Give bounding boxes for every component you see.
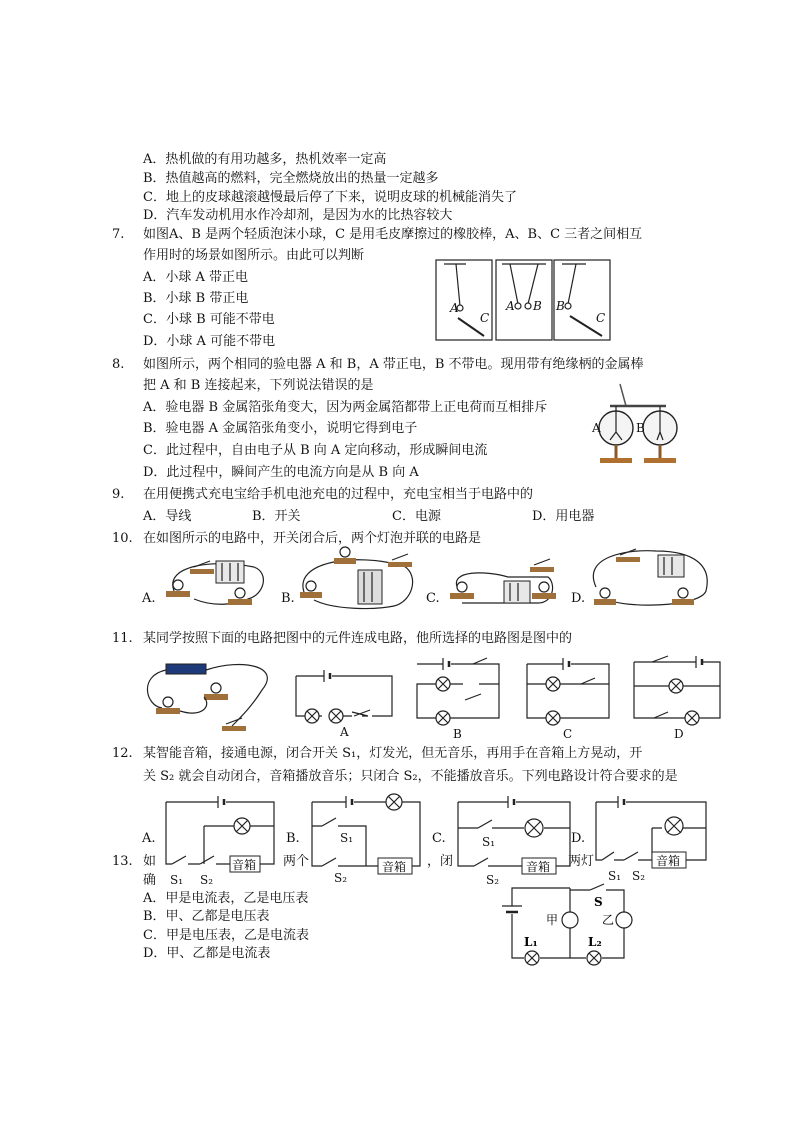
- q6-option-c: C．地上的皮球越滚越慢最后停了下来，说明皮球的机械能消失了: [143, 190, 517, 205]
- q12-b-s2: S₂: [334, 871, 348, 885]
- q12-stem-line1: 某智能音箱，接通电源，闭合开关 S₁，灯发光，但无音乐，再用手在音箱上方晃动，开: [143, 746, 643, 761]
- q10-option-a-label: A.: [142, 591, 156, 606]
- q10-circuit-a: [154, 555, 268, 611]
- q8-option-c: C．此过程中，自由电子从 B 向 A 定向移动，形成瞬间电流: [143, 443, 488, 458]
- q7-label-a1: A: [450, 301, 459, 315]
- q7-stem-line1: 如图A、B 是两个轻质泡沫小球，C 是用毛皮摩擦过的橡胶棒，A、B、C 三者之间相互: [143, 227, 643, 242]
- q13-label-jia: 甲: [546, 913, 559, 927]
- q13-label-l1: L₁: [524, 935, 538, 949]
- q9-number: 9.: [112, 487, 125, 502]
- q12-speaker-a: 音箱: [232, 858, 257, 872]
- q11-label-b: B: [453, 727, 462, 741]
- q13-stem-frag3: ，闭: [427, 854, 454, 869]
- q10-stem: 在如图所示的电路中，开关闭合后，两个灯泡并联的电路是: [143, 531, 482, 546]
- q6-option-d: D．汽车发动机用水作冷却剂，是因为水的比热容较大: [143, 208, 453, 223]
- q7-label-b2: B: [533, 299, 542, 313]
- q8-option-b: B．验电器 A 金属箔张角变小，说明它得到电子: [143, 421, 418, 436]
- q13-option-b: B．甲、乙都是电压表: [143, 909, 270, 924]
- q7-label-a2: A: [506, 299, 515, 313]
- q8-label-b: B: [636, 421, 645, 435]
- q7-option-b: B．小球 B 带正电: [143, 291, 249, 306]
- q8-option-a: A．验电器 B 金属箔张角变大，因为两金属箔都带上正电荷而互相排斥: [143, 400, 548, 415]
- q12-d-s2: S₂: [632, 869, 646, 883]
- q12-a-s2: S₂: [200, 873, 214, 887]
- q9-option-c: C．电源: [392, 509, 441, 524]
- q10-circuit-c: [438, 553, 562, 611]
- q12-circuit-d: [590, 796, 714, 888]
- q12-number: 12.: [112, 746, 133, 761]
- q11-schematic-b: [413, 660, 503, 740]
- q12-option-a-label: A.: [142, 831, 156, 846]
- q7-panel-1: [436, 260, 492, 340]
- q13-option-c: C．甲是电压表，乙是电流表: [143, 928, 309, 943]
- q7-stem-line2: 作用时的场景如图所示。由此可以判断: [143, 248, 365, 263]
- q13-stem-frag2: 两个: [283, 854, 310, 869]
- q13-stem-frag4: 两灯: [568, 854, 595, 869]
- q7-label-b3: B: [556, 299, 565, 313]
- q7-panel-3: [554, 260, 610, 340]
- q11-stem: 某同学按照下面的电路把图中的元件连成电路，他所选择的电路图是图中的: [143, 631, 573, 646]
- q7-figure-pendulums: [436, 260, 612, 342]
- q10-option-d-label: D.: [571, 591, 586, 606]
- q12-option-d-label: D.: [571, 831, 586, 846]
- q11-schematic-a: [292, 668, 396, 738]
- q6-option-a: A．热机做的有用功越多，热机效率一定高: [143, 152, 387, 167]
- q10-option-b-label: B.: [281, 591, 295, 606]
- q12-option-c-label: C.: [432, 831, 446, 846]
- q6-option-b: B．热值越高的燃料，完全燃烧放出的热量一定越多: [143, 171, 439, 186]
- q12-option-b-label: B.: [286, 831, 300, 846]
- q8-label-a: A: [592, 421, 601, 435]
- q12-circuit-b: [306, 796, 426, 888]
- q10-circuit-b: [294, 552, 418, 612]
- q13-number: 13.: [112, 854, 133, 869]
- q11-label-c: C: [563, 727, 573, 741]
- q12-speaker-b: 音箱: [382, 860, 407, 874]
- q7-option-a: A．小球 A 带正电: [143, 270, 249, 285]
- q12-c-s2: S₂: [486, 873, 500, 887]
- q9-option-b: B．开关: [252, 509, 301, 524]
- q12-speaker-c: 音箱: [526, 860, 551, 874]
- q8-stem-line2: 把 A 和 B 连接起来，下列说法错误的是: [143, 378, 374, 393]
- q9-stem: 在用便携式充电宝给手机电池充电的过程中，充电宝相当于电路中的: [143, 487, 534, 502]
- q13-label-s: S: [594, 895, 603, 909]
- q10-circuit-d: [586, 547, 710, 611]
- q8-option-d: D．此过程中，瞬间产生的电流方向是从 B 向 A: [143, 465, 419, 480]
- q12-b-s1: S₁: [340, 831, 354, 845]
- q12-a-s1: S₁: [170, 873, 184, 887]
- q12-d-s1: S₁: [608, 869, 622, 883]
- q13-circuit: [498, 884, 638, 970]
- q7-option-d: D．小球 A 可能不带电: [143, 334, 276, 349]
- q8-stem-line1: 如图所示，两个相同的验电器 A 和 B，A 带正电，B 不带电。现用带有绝缘柄的金属棒: [143, 357, 644, 372]
- q12-circuit-a: [160, 796, 280, 888]
- q13-label-yi: 乙: [602, 913, 615, 927]
- q10-option-c-label: C.: [426, 591, 440, 606]
- q12-stem-line2: 关 S₂ 就会自动闭合，音箱播放音乐；只闭合 S₂，不能播放音乐。下列电路设计符合要求的是: [143, 769, 678, 784]
- q11-schematic-c: [523, 660, 613, 740]
- q8-number: 8.: [112, 357, 125, 372]
- q9-option-d: D．用电器: [532, 509, 595, 524]
- q10-number: 10.: [112, 531, 133, 546]
- q12-circuit-c: [452, 796, 576, 888]
- q11-label-a: A: [340, 725, 349, 739]
- q7-label-c1: C: [480, 311, 490, 325]
- q13-stem-frag1: 如: [143, 854, 157, 869]
- q7-label-c3: C: [596, 311, 606, 325]
- q13-stem-frag5: 确: [143, 873, 157, 888]
- q7-panel-2: [496, 260, 552, 340]
- q8-figure-electroscopes: [590, 380, 686, 466]
- q9-option-a: A．导线: [143, 509, 192, 524]
- q12-c-s1: S₁: [482, 835, 496, 849]
- q7-option-c: C．小球 B 可能不带电: [143, 312, 275, 327]
- q13-option-a: A．甲是电流表，乙是电压表: [143, 891, 309, 906]
- q11-number: 11.: [112, 631, 133, 646]
- q11-label-d: D: [674, 727, 684, 741]
- q13-option-d: D．甲、乙都是电流表: [143, 946, 271, 961]
- q11-schematic-d: [630, 656, 724, 740]
- q12-speaker-d: 音箱: [656, 854, 681, 868]
- q11-real-circuit: [142, 656, 282, 740]
- q7-number: 7.: [112, 227, 125, 242]
- q13-label-l2: L₂: [588, 935, 602, 949]
